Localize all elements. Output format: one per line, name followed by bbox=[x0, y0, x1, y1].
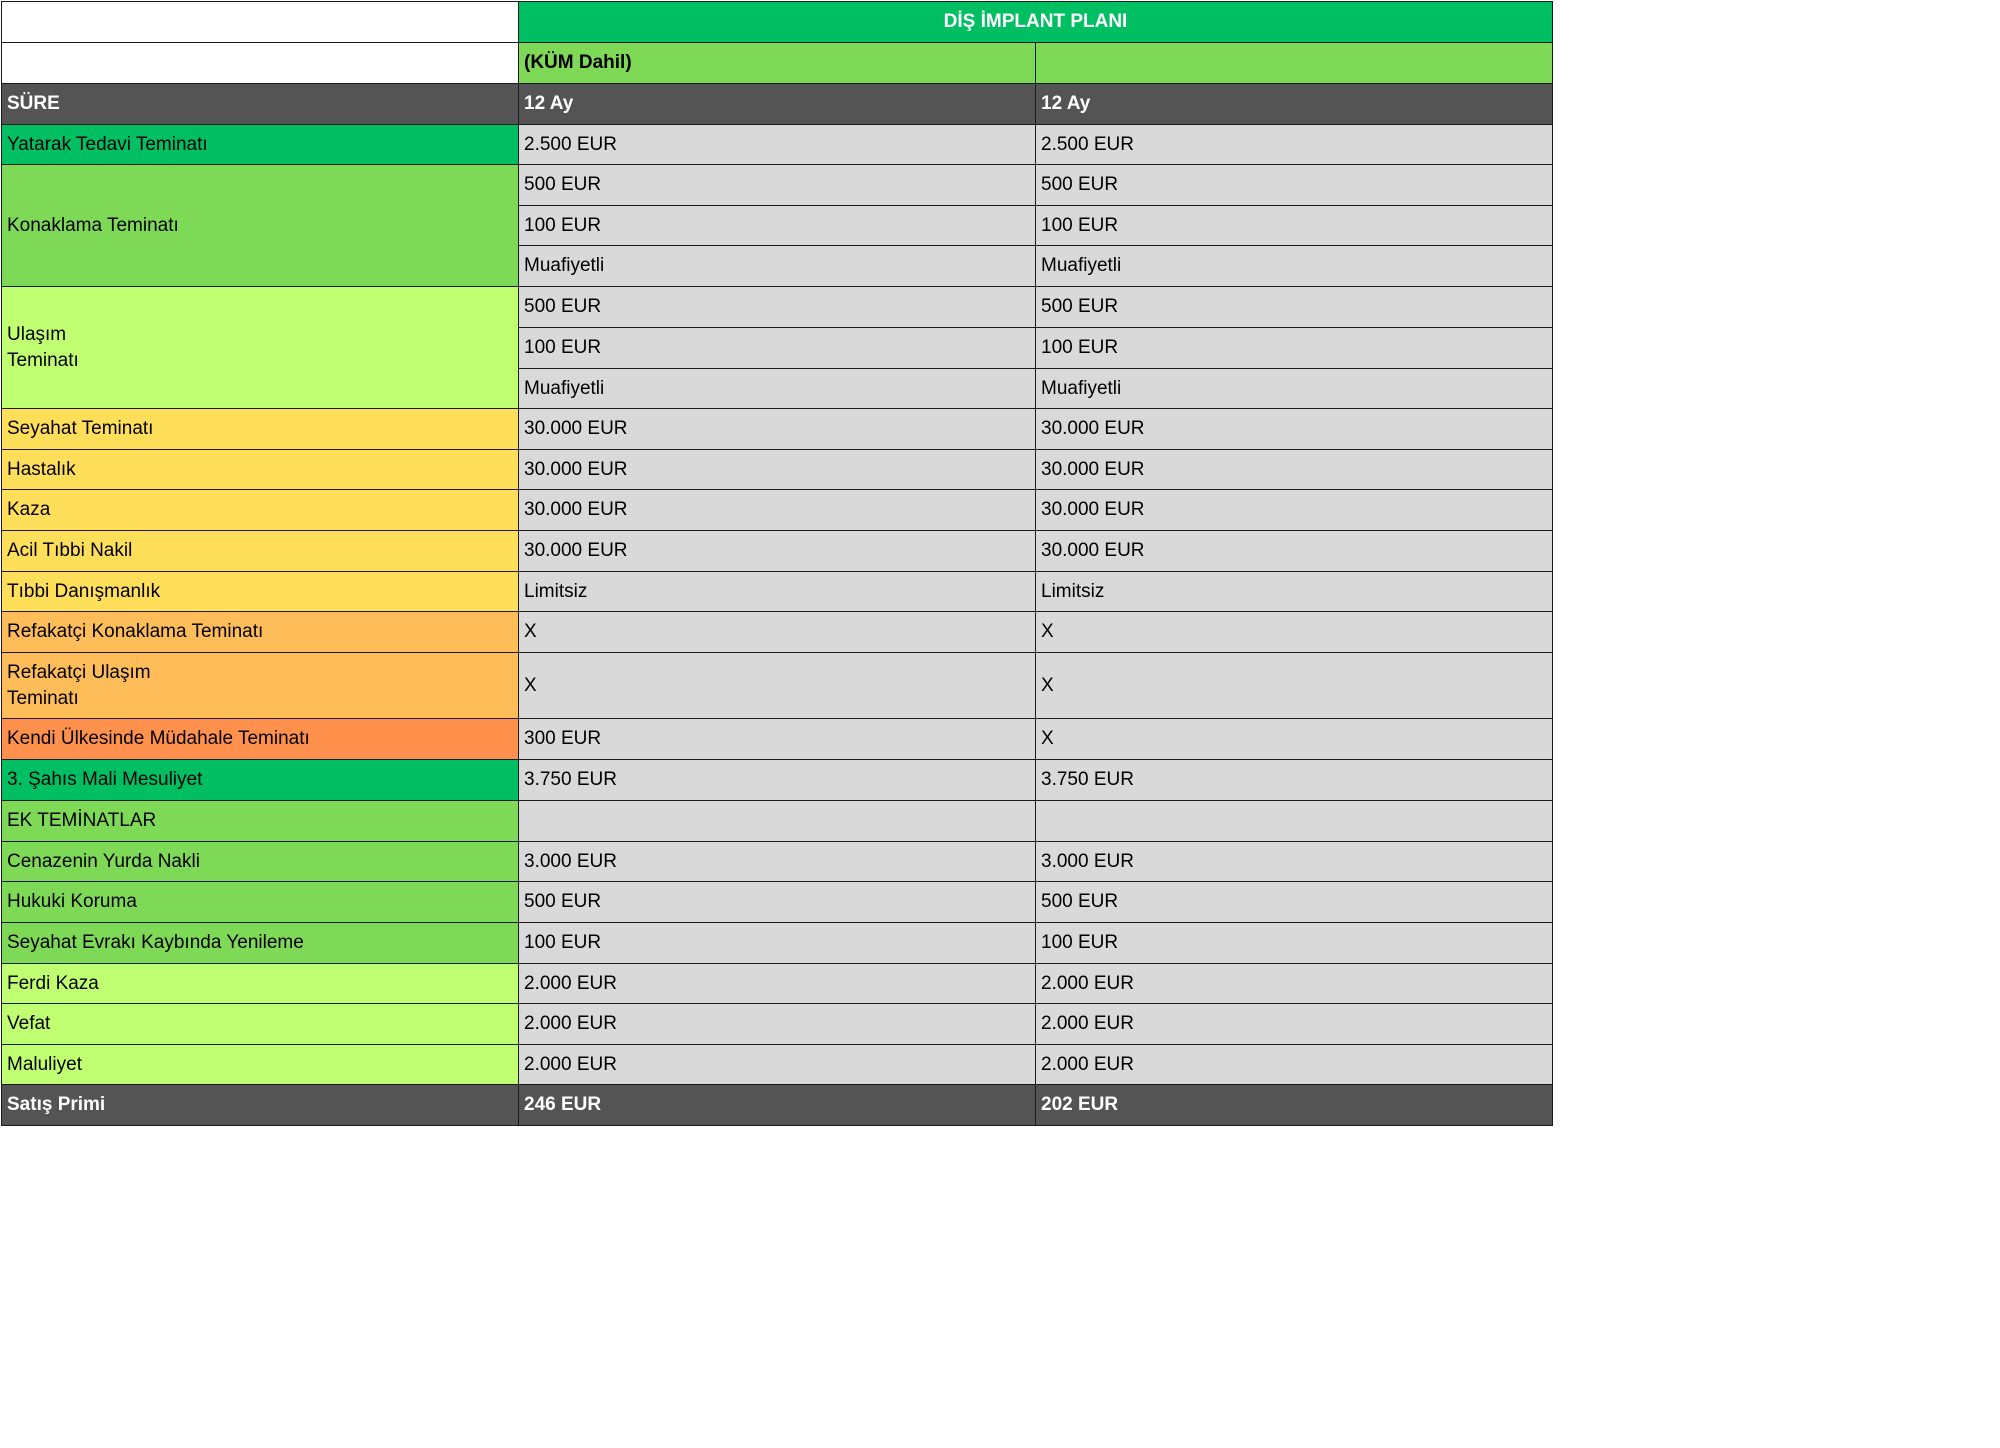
cell-acil-col2: 30.000 EUR bbox=[1035, 530, 1553, 572]
cell-sahis-col2: 3.750 EUR bbox=[1035, 759, 1553, 801]
cell-acil-col1: 30.000 EUR bbox=[518, 530, 1036, 572]
cell-hastalik-col1: 30.000 EUR bbox=[518, 449, 1036, 490]
cell-vefat-col2: 2.000 EUR bbox=[1035, 1003, 1553, 1045]
cell-cenaze-col2: 3.000 EUR bbox=[1035, 841, 1553, 882]
cell-konaklama-1-col1: 500 EUR bbox=[518, 164, 1036, 206]
cell-evrak-col2: 100 EUR bbox=[1035, 922, 1553, 964]
cell-ulasim-2-col2: 100 EUR bbox=[1035, 327, 1553, 369]
cell-ulasim-3-col1: Muafiyetli bbox=[518, 368, 1036, 409]
cell-konaklama-1-col2: 500 EUR bbox=[1035, 164, 1553, 206]
cell-refakatci-konaklama-col2: X bbox=[1035, 611, 1553, 653]
cell-ulasim-1-col2: 500 EUR bbox=[1035, 286, 1553, 328]
cell-seyahat-col2: 30.000 EUR bbox=[1035, 408, 1553, 450]
row-label-yatarak: Yatarak Tedavi Teminatı bbox=[1, 124, 519, 165]
cell-ek-col1 bbox=[518, 800, 1036, 842]
cell-hukuki-col2: 500 EUR bbox=[1035, 881, 1553, 923]
row-label-vefat: Vefat bbox=[1, 1003, 519, 1045]
premium-col2: 202 EUR bbox=[1035, 1084, 1553, 1126]
cell-konaklama-3-col2: Muafiyetli bbox=[1035, 245, 1553, 287]
cell-ulasim-1-col1: 500 EUR bbox=[518, 286, 1036, 328]
cell-refakatci-ulasim-col2: X bbox=[1035, 652, 1553, 719]
cell-seyahat-col1: 30.000 EUR bbox=[518, 408, 1036, 450]
row-label-refakatci-konaklama: Refakatçi Konaklama Teminatı bbox=[1, 611, 519, 653]
premium-col1: 246 EUR bbox=[518, 1084, 1036, 1126]
row-label-refakatci-ulasim bbox=[1, 652, 519, 719]
cell-konaklama-3-col1: Muafiyetli bbox=[518, 245, 1036, 287]
cell-ulasim-3-col2: Muafiyetli bbox=[1035, 368, 1553, 409]
cell-kaza-col2: 30.000 EUR bbox=[1035, 489, 1553, 531]
row-label-ulasim-line2: Teminatı bbox=[7, 349, 79, 371]
duration-label: SÜRE bbox=[1, 83, 519, 125]
cell-cenaze-col1: 3.000 EUR bbox=[518, 841, 1036, 882]
header-empty-cell bbox=[1, 1, 519, 43]
row-label-maluliyet: Maluliyet bbox=[1, 1044, 519, 1085]
cell-hukuki-col1: 500 EUR bbox=[518, 881, 1036, 923]
cell-vefat-col1: 2.000 EUR bbox=[518, 1003, 1036, 1045]
row-label-evrak: Seyahat Evrakı Kaybında Yenileme bbox=[1, 922, 519, 964]
cell-hastalik-col2: 30.000 EUR bbox=[1035, 449, 1553, 490]
subheader-empty-cell bbox=[1, 42, 519, 84]
cell-ferdi-col2: 2.000 EUR bbox=[1035, 963, 1553, 1004]
cell-ek-col2 bbox=[1035, 800, 1553, 842]
subheader-col2 bbox=[1035, 42, 1553, 84]
row-label-kaza: Kaza bbox=[1, 489, 519, 531]
cell-kendi-ulkesinde-col2: X bbox=[1035, 718, 1553, 760]
duration-col2: 12 Ay bbox=[1035, 83, 1553, 125]
cell-konaklama-2-col2: 100 EUR bbox=[1035, 205, 1553, 246]
row-label-konaklama: Konaklama Teminatı bbox=[1, 164, 519, 287]
cell-tibbi-col1: Limitsiz bbox=[518, 571, 1036, 612]
cell-yatarak-col2: 2.500 EUR bbox=[1035, 124, 1553, 165]
cell-konaklama-2-col1: 100 EUR bbox=[518, 205, 1036, 246]
cell-kendi-ulkesinde-col1: 300 EUR bbox=[518, 718, 1036, 760]
cell-refakatci-ulasim-col1: X bbox=[518, 652, 1036, 719]
row-label-ulasim bbox=[1, 286, 519, 409]
row-label-ulasim-line1: Ulaşım bbox=[7, 323, 67, 345]
duration-col1: 12 Ay bbox=[518, 83, 1036, 125]
premium-label: Satış Primi bbox=[1, 1084, 519, 1126]
row-label-acil: Acil Tıbbi Nakil bbox=[1, 530, 519, 572]
cell-yatarak-col1: 2.500 EUR bbox=[518, 124, 1036, 165]
cell-sahis-col1: 3.750 EUR bbox=[518, 759, 1036, 801]
cell-refakatci-konaklama-col1: X bbox=[518, 611, 1036, 653]
row-label-ferdi: Ferdi Kaza bbox=[1, 963, 519, 1004]
subheader-col1: (KÜM Dahil) bbox=[518, 42, 1036, 84]
cell-ulasim-2-col1: 100 EUR bbox=[518, 327, 1036, 369]
row-label-cenaze: Cenazenin Yurda Nakli bbox=[1, 841, 519, 882]
row-label-hastalik: Hastalık bbox=[1, 449, 519, 490]
cell-maluliyet-col1: 2.000 EUR bbox=[518, 1044, 1036, 1085]
row-label-tibbi: Tıbbi Danışmanlık bbox=[1, 571, 519, 612]
row-label-ek-teminatlar: EK TEMİNATLAR bbox=[1, 800, 519, 842]
row-label-hukuki: Hukuki Koruma bbox=[1, 881, 519, 923]
cell-tibbi-col2: Limitsiz bbox=[1035, 571, 1553, 612]
cell-evrak-col1: 100 EUR bbox=[518, 922, 1036, 964]
cell-kaza-col1: 30.000 EUR bbox=[518, 489, 1036, 531]
row-label-refakatci-ulasim-line1: Refakatçi Ulaşım bbox=[7, 661, 151, 683]
cell-maluliyet-col2: 2.000 EUR bbox=[1035, 1044, 1553, 1085]
row-label-seyahat: Seyahat Teminatı bbox=[1, 408, 519, 450]
row-label-kendi-ulkesinde: Kendi Ülkesinde Müdahale Teminatı bbox=[1, 718, 519, 760]
row-label-refakatci-ulasim-line2: Teminatı bbox=[7, 687, 79, 709]
row-label-sahis: 3. Şahıs Mali Mesuliyet bbox=[1, 759, 519, 801]
plan-title: DİŞ İMPLANT PLANI bbox=[518, 1, 1553, 43]
cell-ferdi-col1: 2.000 EUR bbox=[518, 963, 1036, 1004]
